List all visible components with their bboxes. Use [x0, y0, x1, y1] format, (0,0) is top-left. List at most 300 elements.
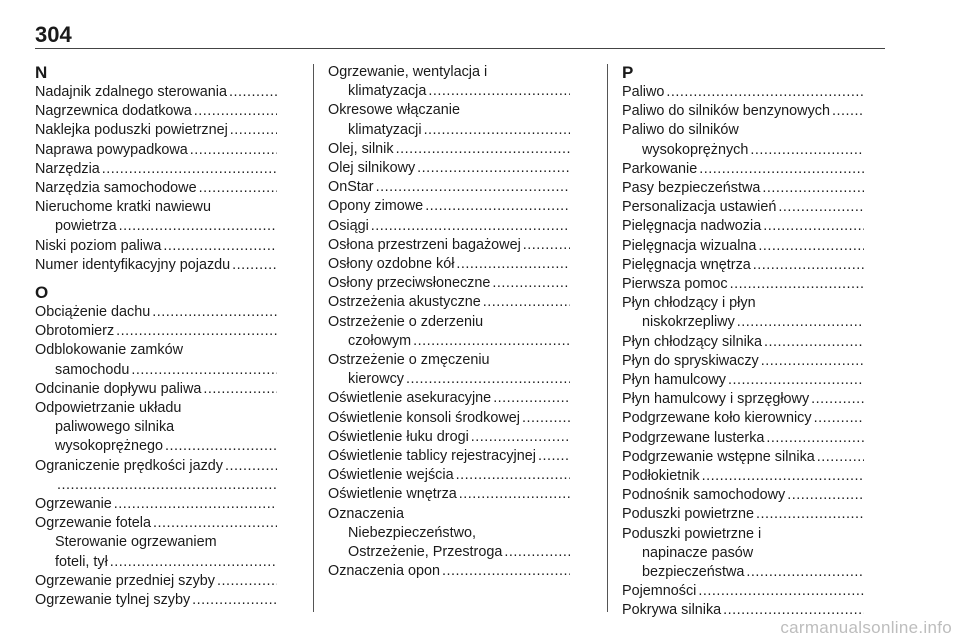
- entry-text: Pasy bezpieczeństwa: [622, 180, 761, 197]
- entry-text: wysokoprężnego: [55, 438, 163, 455]
- entry-text: Podgrzewanie wstępne silnika: [622, 448, 815, 465]
- index-entry-line: [328, 101, 570, 120]
- index-entry: [328, 217, 570, 236]
- dot-leader: [192, 592, 277, 608]
- index-entry-line: [622, 256, 864, 275]
- entry-text: Oświetlenie łuku drogi: [328, 428, 469, 445]
- index-entry-line: [328, 217, 570, 236]
- dot-leader: [230, 122, 277, 138]
- index-entry: [622, 505, 864, 524]
- dot-leader: [194, 103, 277, 119]
- index-entry-line: [35, 514, 277, 533]
- index-entry-line: [328, 447, 570, 466]
- index-entry: [622, 525, 864, 583]
- index-entry-line: [622, 333, 864, 352]
- index-entry-line: [328, 82, 570, 101]
- index-entry: [622, 256, 864, 275]
- section-letter: N: [35, 63, 48, 82]
- entry-text: Osłony przeciwsłoneczne: [328, 275, 491, 292]
- dot-leader: [814, 410, 864, 426]
- index-entry: [328, 159, 570, 178]
- dot-leader: [746, 564, 864, 580]
- index-entry-line: [35, 102, 277, 121]
- index-entry: [35, 237, 277, 256]
- index-entry: [622, 275, 864, 294]
- index-entry: [622, 448, 864, 467]
- index-entry-line: [35, 303, 277, 322]
- dot-leader: [396, 141, 570, 157]
- index-entry-line: [328, 121, 570, 140]
- index-entry: [328, 505, 570, 563]
- entry-text: Płyn hamulcowy: [622, 372, 726, 389]
- index-entry-line: [622, 409, 864, 428]
- index-entry: [35, 160, 277, 179]
- index-entry-line: [328, 485, 570, 504]
- index-entry-line: [622, 352, 864, 371]
- dot-leader: [413, 333, 570, 349]
- index-entry: [622, 409, 864, 428]
- index-entry-line: [35, 83, 277, 102]
- index-entry: [328, 409, 570, 428]
- dot-leader: [190, 142, 277, 158]
- dot-leader: [199, 180, 277, 196]
- index-entry-line: [622, 467, 864, 486]
- index-column-1: [35, 63, 277, 610]
- index-entry: [35, 495, 277, 514]
- entry-text: Obrotomierz: [35, 323, 115, 340]
- index-entry: [622, 102, 864, 121]
- entry-text: Płyn hamulcowy i sprzęgłowy: [622, 391, 810, 408]
- dot-leader: [102, 161, 277, 177]
- dot-leader: [153, 515, 277, 531]
- entry-text: paliwowego silnika: [55, 419, 175, 436]
- column-divider: [607, 64, 608, 612]
- index-entry-line: [622, 179, 864, 198]
- entry-text: Numer identyfikacyjny pojazdu: [35, 256, 231, 273]
- index-entry-line: [328, 140, 570, 159]
- index-entry-line: [35, 361, 277, 380]
- entry-text: Obciążenie dachu: [35, 304, 151, 321]
- dot-leader: [225, 458, 277, 474]
- index-entry: [328, 562, 570, 581]
- index-entry: [35, 322, 277, 341]
- watermark: carmanualsonline.info: [780, 618, 952, 637]
- entry-text: Niebezpieczeństwo,: [348, 524, 476, 541]
- dot-leader: [424, 122, 570, 138]
- index-entry-line: [622, 563, 864, 582]
- index-entry-line: [328, 428, 570, 447]
- index-entry-line: [622, 544, 864, 563]
- index-entry: [35, 591, 277, 610]
- index-entry-line: [35, 476, 277, 495]
- index-entry-line: [328, 524, 570, 543]
- index-entry-line: [35, 418, 277, 437]
- entry-text: Ogrzewanie, wentylacja i: [328, 64, 488, 80]
- index-entry-line: [328, 543, 570, 562]
- index-entry-line: [328, 332, 570, 351]
- entry-text: Podgrzewane koło kierownicy: [622, 410, 812, 427]
- index-entry-line: [328, 466, 570, 485]
- entry-text: Niski poziom paliwa: [35, 237, 162, 254]
- entry-text: Odblokowanie zamków: [35, 342, 183, 359]
- index-entry: [35, 399, 277, 457]
- dot-leader: [750, 142, 864, 158]
- index-entry-line: [328, 197, 570, 216]
- index-entry: [622, 352, 864, 371]
- index-entry: [328, 197, 570, 216]
- index-entry-line: [622, 237, 864, 256]
- index-entry: [35, 572, 277, 591]
- index-entry-line: [35, 553, 277, 572]
- index-entry-line: [35, 256, 277, 275]
- entry-text: Nieruchome kratki nawiewu: [35, 199, 211, 216]
- dot-leader: [459, 486, 570, 502]
- index-entry-line: [35, 495, 277, 514]
- index-entry-line: [328, 505, 570, 524]
- index-entry-line: [328, 389, 570, 408]
- dot-leader: [523, 237, 570, 253]
- dot-leader: [758, 238, 864, 254]
- index-entry-line: [328, 255, 570, 274]
- index-column-3: [622, 63, 864, 621]
- entry-text: Ogrzewanie: [35, 496, 112, 513]
- index-entry: [35, 102, 277, 121]
- entry-text: Narzędzia: [35, 160, 100, 177]
- dot-leader: [163, 238, 277, 254]
- dot-leader: [753, 257, 864, 273]
- dot-leader: [114, 496, 277, 512]
- entry-text: Podnośnik samochodowy: [622, 487, 786, 504]
- index-entry: [328, 178, 570, 197]
- index-entry-line: [328, 159, 570, 178]
- dot-leader: [217, 573, 277, 589]
- index-entry-line: [328, 293, 570, 312]
- dot-leader: [471, 429, 570, 445]
- index-entry: [328, 351, 570, 389]
- index-entry: [35, 514, 277, 533]
- index-entry: [35, 533, 277, 571]
- entry-text: Pokrywa silnika: [622, 602, 722, 619]
- entry-text: OnStar: [328, 179, 374, 196]
- index-entry: [35, 303, 277, 322]
- entry-text: Oświetlenie wnętrza: [328, 486, 457, 503]
- index-entry-line: [35, 399, 277, 418]
- entry-text: Paliwo do silników benzynowych: [622, 103, 830, 120]
- index-entry-line: [328, 351, 570, 370]
- index-entry-line: [35, 457, 277, 476]
- index-entry-line: [622, 198, 864, 217]
- dot-leader: [723, 602, 864, 618]
- dot-leader: [406, 371, 570, 387]
- dot-leader: [762, 180, 864, 196]
- dot-leader: [152, 304, 277, 320]
- index-entry: [622, 217, 864, 236]
- entry-text: Olej, silnik: [328, 140, 394, 157]
- index-entry-line: [622, 141, 864, 160]
- entry-text: Poduszki powietrzne i: [622, 525, 762, 542]
- entry-text: Ostrzeżenie o zmęczeniu: [328, 352, 490, 369]
- dot-leader: [119, 218, 277, 234]
- index-entry: [35, 83, 277, 102]
- index-entry: [328, 236, 570, 255]
- entry-text: wysokoprężnych: [642, 141, 749, 158]
- entry-text: Płyn do spryskiwaczy: [622, 352, 759, 369]
- index-entry: [622, 198, 864, 217]
- entry-text: klimatyzacji: [348, 121, 422, 138]
- dot-leader: [456, 256, 570, 272]
- index-entry-line: [328, 370, 570, 389]
- dot-leader: [763, 218, 864, 234]
- dot-leader: [203, 381, 277, 397]
- index-entry: [35, 141, 277, 160]
- index-entry-line: [35, 179, 277, 198]
- index-entry-line: [622, 102, 864, 121]
- dot-leader: [698, 583, 864, 599]
- entry-text: Oznaczenia opon: [328, 563, 441, 580]
- index-entry-line: [622, 505, 864, 524]
- entry-text: Osłona przestrzeni bagażowej: [328, 236, 521, 253]
- index-entry: [622, 121, 864, 159]
- dot-leader: [483, 294, 570, 310]
- index-entry: [328, 140, 570, 159]
- entry-text: Poduszki powietrzne: [622, 506, 754, 523]
- index-entry: [35, 121, 277, 140]
- entry-text: czołowym: [348, 332, 412, 349]
- dot-leader: [504, 544, 570, 560]
- entry-text: klimatyzacja: [348, 83, 427, 100]
- index-entry-line: [622, 217, 864, 236]
- index-entry-line: [35, 437, 277, 456]
- entry-text: Osłony ozdobne kół: [328, 256, 455, 273]
- dot-leader: [817, 449, 864, 465]
- index-entry: [328, 293, 570, 312]
- entry-text: Ograniczenie prędkości jazdy: [35, 457, 223, 474]
- index-entry: [35, 179, 277, 198]
- entry-text: Pielęgnacja wizualna: [622, 237, 757, 254]
- index-entry-line: [328, 236, 570, 255]
- dot-leader: [699, 161, 864, 177]
- entry-text: Płyn chłodzący i płyn: [622, 295, 756, 312]
- entry-text: Paliwo do silników: [622, 122, 739, 139]
- entry-text: Oświetlenie asekuracyjne: [328, 390, 492, 407]
- dot-leader: [787, 487, 864, 503]
- dot-leader: [766, 430, 864, 446]
- index-entry-line: [622, 582, 864, 601]
- dot-leader: [666, 84, 864, 100]
- index-entry-line: [622, 83, 864, 102]
- entry-text: Ogrzewanie tylnej szyby: [35, 592, 191, 609]
- entry-text: foteli, tył: [55, 553, 108, 570]
- entry-text: samochodu: [55, 361, 130, 378]
- entry-text: Ostrzeżenie, Przestroga: [348, 544, 503, 561]
- entry-text: bezpieczeństwa: [642, 564, 745, 581]
- entry-text: Podgrzewane lusterka: [622, 429, 765, 446]
- entry-text: Okresowe włączanie: [328, 102, 460, 119]
- index-entry: [622, 179, 864, 198]
- index-entry-line: [622, 371, 864, 390]
- entry-text: Paliwo: [622, 84, 665, 100]
- index-entry: [622, 294, 864, 332]
- index-entry-line: [35, 572, 277, 591]
- entry-text: Osiągi: [328, 217, 369, 234]
- entry-text: Odpowietrzanie układu: [35, 400, 182, 417]
- index-entry-line: [622, 294, 864, 313]
- dot-leader: [522, 410, 570, 426]
- index-entry: [328, 63, 570, 101]
- dot-leader: [764, 334, 864, 350]
- index-entry: [622, 486, 864, 505]
- dot-leader: [417, 160, 570, 176]
- index-entry-line: [35, 160, 277, 179]
- index-entry-line: [622, 313, 864, 332]
- index-entry-line: [35, 533, 277, 552]
- index-entry: [328, 274, 570, 293]
- entry-text: kierowcy: [348, 371, 404, 388]
- entry-text: Oświetlenie tablicy rejestracyjnej: [328, 448, 536, 465]
- index-entry: [35, 341, 277, 379]
- index-entry: [328, 313, 570, 351]
- dot-leader: [737, 314, 864, 330]
- dot-leader: [811, 391, 864, 407]
- entry-text: Nadajnik zdalnego sterowania: [35, 84, 227, 100]
- entry-text: powietrza: [55, 218, 117, 235]
- index-entry: [622, 237, 864, 256]
- entry-text: Naprawa powypadkowa: [35, 141, 188, 158]
- entry-text: Personalizacja ustawień: [622, 199, 777, 216]
- dot-leader: [778, 199, 864, 215]
- index-entry-line: [35, 217, 277, 236]
- index-entry: [35, 198, 277, 236]
- index-entry: [622, 467, 864, 486]
- entry-text: Pielęgnacja wnętrza: [622, 256, 751, 273]
- index-entry: [328, 485, 570, 504]
- dot-leader: [110, 554, 277, 570]
- dot-leader: [116, 323, 277, 339]
- entry-text: Oświetlenie konsoli środkowej: [328, 409, 520, 426]
- entry-text: Oświetlenie wejścia: [328, 467, 454, 484]
- dot-leader: [229, 84, 277, 100]
- entry-text: Podłokietnik: [622, 468, 700, 485]
- index-entry-line: [328, 409, 570, 428]
- entry-text: Odcinanie dopływu paliwa: [35, 380, 202, 397]
- index-entry-line: [35, 380, 277, 399]
- entry-text: Narzędzia samochodowe: [35, 180, 197, 197]
- index-entry-line: [35, 341, 277, 360]
- dot-leader: [131, 362, 277, 378]
- entry-text: Ostrzeżenie o zderzeniu: [328, 313, 484, 330]
- index-entry-line: [622, 448, 864, 467]
- dot-leader: [730, 276, 864, 292]
- index-entry: [328, 389, 570, 408]
- dot-leader: [371, 218, 570, 234]
- dot-leader: [232, 257, 277, 273]
- index-entry-line: [35, 121, 277, 140]
- index-column-2: [328, 63, 570, 581]
- dot-leader: [728, 372, 864, 388]
- index-entry: [328, 466, 570, 485]
- index-entry-line: [622, 429, 864, 448]
- index-entry-line: [622, 275, 864, 294]
- index-entry-line: [622, 160, 864, 179]
- dot-leader: [492, 275, 570, 291]
- index-entry-line: [35, 198, 277, 217]
- index-entry: [35, 457, 277, 495]
- dot-leader: [57, 477, 277, 493]
- index-entry-line: [35, 322, 277, 341]
- entry-text: Płyn chłodzący silnika: [622, 333, 762, 350]
- index-entry-line: [35, 237, 277, 256]
- index-entry-line: [622, 486, 864, 505]
- index-entry: [328, 447, 570, 466]
- section-letter: P: [622, 63, 634, 82]
- entry-text: Naklejka poduszki powietrznej: [35, 122, 228, 139]
- dot-leader: [456, 467, 570, 483]
- index-entry: [622, 160, 864, 179]
- index-entry: [622, 429, 864, 448]
- index-entry: [328, 101, 570, 139]
- dot-leader: [756, 506, 864, 522]
- entry-text: Oznaczenia: [328, 505, 404, 522]
- dot-leader: [442, 563, 570, 579]
- header-rule: [35, 48, 885, 49]
- index-entry-line: [622, 121, 864, 140]
- index-entry: [328, 428, 570, 447]
- dot-leader: [702, 468, 864, 484]
- page-number: 304: [35, 22, 72, 47]
- index-entry: [622, 371, 864, 390]
- index-entry: [622, 390, 864, 409]
- dot-leader: [165, 438, 277, 454]
- index-entry: [35, 380, 277, 399]
- index-entry: [328, 255, 570, 274]
- index-entry-line: [328, 274, 570, 293]
- index-entry-line: [35, 141, 277, 160]
- entry-text: Pielęgnacja nadwozia: [622, 218, 762, 235]
- dot-leader: [376, 179, 570, 195]
- entry-text: Ostrzeżenia akustyczne: [328, 294, 481, 311]
- column-divider: [313, 64, 314, 612]
- entry-text: Olej silnikowy: [328, 160, 416, 177]
- index-entry-line: [328, 178, 570, 197]
- section-letter: O: [35, 283, 49, 303]
- index-entry-line: [328, 313, 570, 332]
- entry-text: Opony zimowe: [328, 198, 424, 215]
- index-entry-line: [622, 525, 864, 544]
- index-entry: [35, 256, 277, 275]
- entry-text: Pierwsza pomoc: [622, 276, 728, 293]
- dot-leader: [761, 353, 864, 369]
- index-entry-line: [35, 591, 277, 610]
- index-entry-line: [328, 63, 570, 82]
- entry-text: Ogrzewanie fotela: [35, 515, 151, 532]
- index-entry: [622, 333, 864, 352]
- dot-leader: [832, 103, 864, 119]
- index-entry: [622, 582, 864, 601]
- entry-text: Nagrzewnica dodatkowa: [35, 103, 192, 120]
- dot-leader: [538, 448, 570, 464]
- entry-text: niskokrzepliwy: [642, 314, 735, 331]
- entry-text: napinacze pasów: [642, 544, 754, 561]
- entry-text: Parkowanie: [622, 160, 698, 177]
- index-entry-line: [328, 562, 570, 581]
- dot-leader: [493, 390, 570, 406]
- entry-text: Sterowanie ogrzewaniem: [55, 534, 217, 551]
- entry-text: Ogrzewanie przedniej szyby: [35, 572, 215, 589]
- dot-leader: [428, 83, 570, 99]
- entry-text: Pojemności: [622, 583, 697, 600]
- index-entry: [622, 83, 864, 102]
- index-entry-line: [622, 390, 864, 409]
